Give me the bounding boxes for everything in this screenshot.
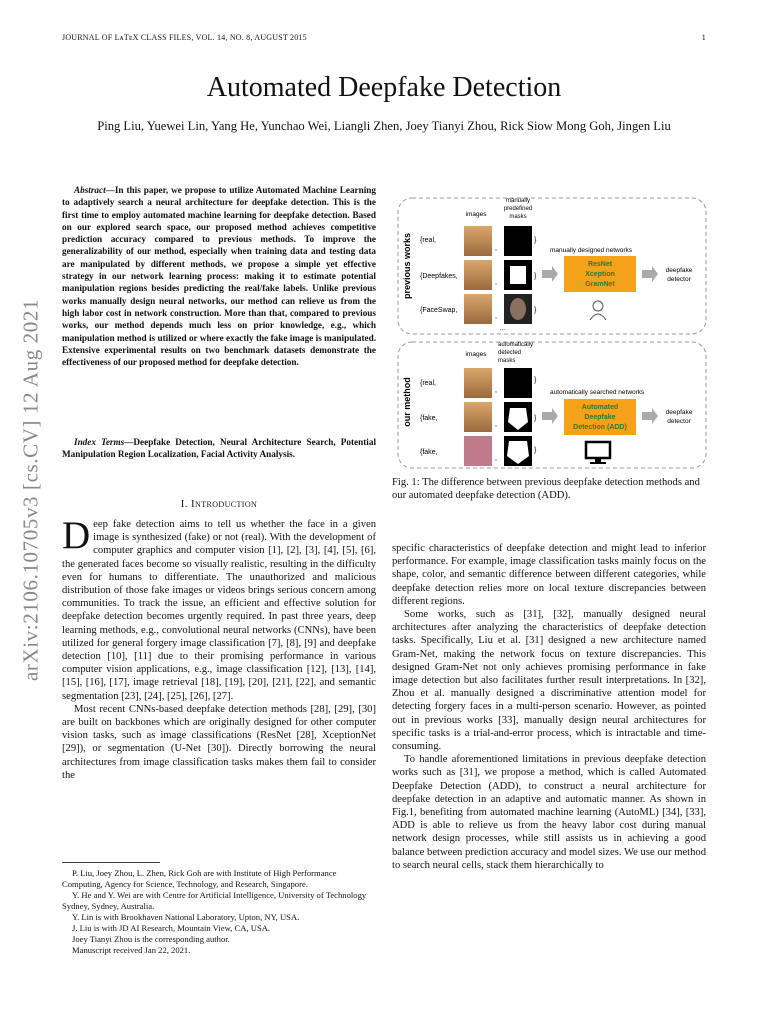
arxiv-stamp — [16, 270, 46, 710]
arrow-icon — [642, 266, 658, 282]
index-terms-label: Index Terms — [74, 437, 125, 447]
top-row-label: {real, — [420, 237, 436, 244]
abstract-text: In this paper, we propose to utilize Automated Machine Learning to adaptively search a neural architecture for deepfake detection. This is the first time to employ automated machine learning for deepfake detection. Based on our explored search space, our proposed method achieves competitive prediction accuracy compared to previous methods. To improve the generalizability of our method, especially when training data and testing data are manipulated by different methods, we propose a simple yet effective strategy in our network learning process: making it to estimate potential manipulation regions besides predicting the real/fake labels. Unlike previous works manually design neural networks, our method can relieve us from the high labor cost in network construction. More than that, compared to previous works, our method depends much less on prior knowledge, e.g., which manipulation method is utilized or where exactly the fake image is manipulated. Extensive experimental results on two benchmark datasets demonstrate the effectiveness of our proposed method for deepfake detection. — [62, 185, 376, 368]
comma: , — [495, 387, 497, 394]
monitor-icon — [586, 442, 610, 458]
brace: } — [534, 415, 537, 422]
monitor-icon — [595, 458, 601, 462]
our-method-label: our method — [402, 377, 412, 427]
person-icon — [590, 314, 606, 320]
index-terms-text: Deepfake Detection, Neural Architecture Search, Potential Manipulation Region Localization, Facial Activity Analysis. — [62, 437, 376, 460]
bottom-images-label: images — [465, 351, 487, 358]
arrow-icon — [542, 408, 558, 424]
footnotes — [62, 868, 376, 956]
comma: , — [495, 421, 497, 428]
bottom-networks-label: automatically searched networks — [550, 389, 645, 396]
comma: , — [495, 313, 497, 320]
network-name: Deepfake — [584, 414, 616, 421]
bottom-row-label: {fake, — [420, 449, 438, 456]
abstract-label: Abstract — [74, 185, 106, 195]
mask-image — [504, 368, 532, 398]
bottom-row-label: {real, — [420, 380, 436, 387]
top-images-label: images — [465, 211, 487, 218]
mask-image — [504, 226, 532, 256]
mask-region — [510, 266, 526, 284]
paper-title: Automated Deepfake Detection — [206, 72, 562, 103]
page-number: 1 — [701, 33, 706, 42]
top-output: deepfake detector — [665, 267, 693, 283]
bottom-row-label: {fake, — [420, 415, 438, 422]
ellipsis: ... — [500, 326, 506, 332]
footnote: Y. He and Y. Wei are with Centre for Artificial Intelligence, University of Technology Sydney, Sydney, Australia. — [62, 890, 367, 911]
network-name: GramNet — [585, 281, 615, 288]
abstract: Abstract—In this paper, we propose to utilize Automated Machine Learning to adaptively search a neural architecture for deepfake detection. This is the first time to employ automated machine learning for deepfake detection. Based on our explored search space, our proposed method achieves competitive prediction accuracy compared to previous methods. To improve the generalizability of our method, especially when training data and testing data are manipulated by different methods, we propose a simple yet effective strategy in our network learning process: making it to estimate potential manipulation regions besides predicting the real/fake labels. Unlike previous works manually design neural networks, our method can relieve us from the high labor cost in network construction. More than that, compared to previous works, our method depends much less on prior knowledge, e.g., which manipulation method is utilized or where exactly the fake image is manipulated. Extensive experimental results on two benchmark datasets demonstrate the effectiveness of our proposed method for deepfake detection. — [62, 185, 376, 368]
footnote: Manuscript received Jan 22, 2021. — [72, 945, 191, 955]
face-image — [464, 402, 492, 432]
right-column-body — [392, 542, 706, 872]
footnote: Y. Lin is with Brookhaven National Laboratory, Upton, NY, USA. — [72, 912, 300, 922]
comma: , — [495, 279, 497, 286]
face-image — [464, 226, 492, 256]
body-paragraph: Some works, such as [31], [32], manually designed neural architectures after analyzing the characteristics of deepfake detection tasks. Specifically, Liu et al. [31] designed a new architecture named Gram-Net, making the network focus on texture discrepancies. This designed Gram-Net not only achieves promising performance in fake image detection but also facilitates further result interpretations. In [32], Zhou et al. manually designed a discriminative attention model for detecting forgery faces in a multi-person scenario. However, as pointed out in previous works [33], manually design neural architectures for specific tasks is a trial-and-error process, which is intractable and time-consuming. — [392, 609, 706, 753]
brace: } — [534, 377, 537, 384]
comma: , — [495, 245, 497, 252]
body-paragraph: specific characteristics of deepfake detection and might lead to inferior performance. For example, image classification tasks mainly focus on the shape, color, and semantic difference between different categories, while deepfake detection relies more on local texture discrepancies between different regions. — [392, 543, 706, 607]
comma: , — [495, 455, 497, 462]
network-name: Xception — [585, 271, 615, 278]
journal-name: JOURNAL OF LᴀTᴇX CLASS FILES, VOL. 14, NO. 8, AUGUST 2015 — [62, 33, 307, 42]
mask-region — [510, 298, 526, 320]
top-row-label: {Deepfakes, — [420, 273, 458, 280]
section-heading — [62, 498, 376, 510]
network-name: Detection (ADD) — [573, 424, 627, 431]
author-list: Ping Liu, Yuewei Lin, Yang He, Yunchao Wei, Liangli Zhen, Joey Tianyi Zhou, Rick Siow Mong Goh, Jingen Liu — [97, 119, 671, 133]
index-terms: Index Terms—Deepfake Detection, Neural Architecture Search, Potential Manipulation Region Localization, Facial Activity Analysis. — [62, 437, 376, 460]
footnote: J. Liu is with JD AI Research, Mountain View, CA, USA. — [72, 923, 271, 933]
footnote: Joey Tianyi Zhou is the corresponding author. — [72, 934, 230, 944]
brace: } — [534, 447, 537, 454]
drop-cap: D — [62, 514, 91, 557]
running-header — [62, 33, 706, 42]
arxiv-id: arXiv:2106.10705v3 [cs.CV] 12 Aug 2021 — [18, 298, 43, 682]
brace: } — [534, 273, 537, 280]
face-image — [464, 260, 492, 290]
section-number: I. — [180, 498, 188, 510]
section-title: Introduction — [191, 498, 258, 510]
intro-paragraph-2: Most recent CNNs-based deepfake detection methods [28], [29], [30] are built on backbones which are originally designed for other computer vision tasks, such as image classifications (ResNet [28], XceptionNet [29]), or segmentation (U-Net [30]). Directly borrowing the neural architectures from image classification tasks makes them fail to consider the — [62, 703, 376, 781]
footnote: P. Liu, Joey Zhou, L. Zhen, Rick Goh are with Institute of High Performance Computing, Agency for Science, Technology, and Research, Singapore. — [62, 868, 337, 889]
brace: } — [534, 237, 537, 244]
top-networks-label: manually designed networks — [550, 247, 633, 254]
figure-1 — [392, 196, 710, 470]
arrow-icon — [642, 408, 658, 424]
figure-caption: Fig. 1: The difference between previous deepfake detection methods and our automated deepfake detection (ADD). — [392, 477, 700, 502]
face-image — [464, 294, 492, 324]
face-image — [464, 368, 492, 398]
our-method-panel — [398, 342, 706, 468]
figure-1-diagram — [392, 196, 710, 470]
previous-works-label: previous works — [402, 232, 412, 300]
introduction-body — [62, 514, 376, 782]
network-name: Automated — [581, 404, 619, 411]
bottom-masks-label: automatically detected masks — [498, 342, 534, 364]
top-masks-label: manually predefined masks — [503, 198, 533, 220]
footnote-rule — [62, 862, 160, 863]
body-paragraph: To handle aforementioned limitations in previous deepfake detection works such as [31], we propose a method, which is called Automated Deepfake Detection (ADD), to construct a neural architecture for deepfake detection in an adaptive and automatic manner. As shown in Fig.1, benefiting from automated machine learning (AutoML) [34], [33], ADD is able to relieve us from the heavy labor cost during manual network design processes, while still assists us in achieving a good balance between prediction accuracy and model sizes. We use our method to search neural cells, stack them hierarchically to — [392, 754, 706, 871]
top-row-label: {FaceSwap, — [420, 307, 458, 314]
monitor-icon — [590, 462, 606, 464]
face-image — [464, 436, 492, 466]
intro-p1-text: eep fake detection aims to tell us whether the face in a given image is synthesized (fake) or not (real). With the development of computer graphics and computer vision [1], [2], [3], [4], [5], [6], the generated faces become so visually realistic, resulting in the difficulty even for humans to differentiate. The unauthorized and malicious distribution of those fake images or videos brings serious concern among communities. To track the issue, an efficient and effective solution for deepfake detection becomes urgently required. In past three years, deep learning methods, e.g., convolutional neural networks (CNNs), have been utilized for general forgery image classification [7], [8], [9] and deepfake detection [10], [11] due to their promising performance in various computer vision applications, e.g., image classification [12], [13], [14], [15], [16], [17], image retrieval [18], [19], [20], [21], [22], and semantic segmentation [23], [24], [25], [26], [27]. — [62, 519, 376, 702]
arrow-icon — [542, 266, 558, 282]
person-icon — [593, 301, 603, 311]
brace: } — [534, 307, 537, 314]
intro-paragraph-1 — [62, 514, 376, 703]
bottom-output: deepfake detector — [665, 409, 693, 425]
network-name: ResNet — [587, 261, 613, 268]
